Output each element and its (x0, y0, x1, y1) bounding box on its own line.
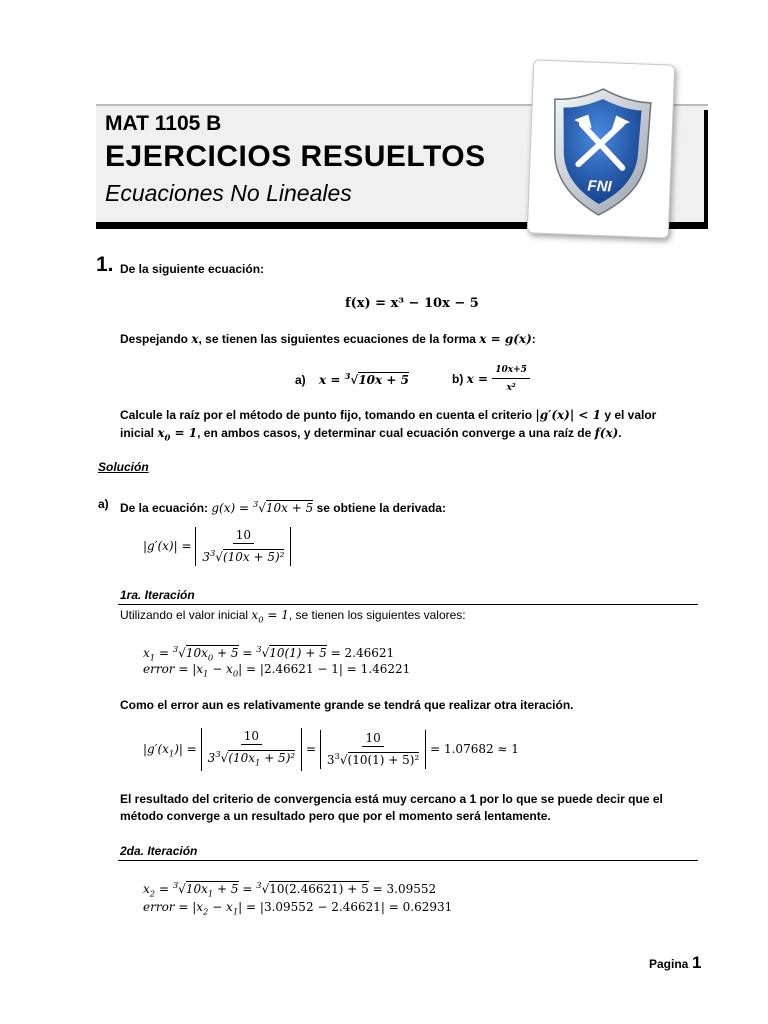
instructions-line-1 (120, 407, 700, 423)
despejando-text-b: , se tienen las siguientes ecuaciones de la forma (198, 332, 480, 346)
iteration-1-rule (118, 604, 698, 605)
document-title: EJERCICIOS RESUELTOS (105, 140, 486, 173)
iteration-1-text-1: Utilizando el valor inicial (120, 608, 249, 622)
option-a (295, 368, 409, 388)
x1-result: = 2.46621 (330, 646, 395, 660)
error-1-calculation: error = $|x_1 - x_0| = |2.46621 - 1| = 1.46221$ (143, 662, 411, 679)
x0-value: $x_0 = 1$ (251, 608, 289, 625)
fx-root: f(x) (594, 426, 619, 440)
instructions-line-2: inicial $x_0 = 1$, en ambos casos, y determinar cual ecuación converge a una raíz de f(x). (120, 426, 622, 443)
var-x: x (191, 332, 199, 346)
page-number: 1 (692, 953, 702, 972)
option-b-equation: x = $\frac{10x+5}{\text{x²}}$ (467, 372, 530, 386)
gprime-x1-evaluation: $|g'(x_1)|$ = $\frac{10}{3^3√(10x_1 + 5)^2}$ = $\frac{10}{3^3√(10(1) + 5)^2}$ = 1.07682 ≈ 1 (143, 728, 519, 771)
logo-card (527, 59, 676, 238)
instructions-text-2b: , en ambos casos, y determinar cual ecuación converge a una raíz de (197, 426, 592, 440)
iteration-2-rule (118, 860, 698, 861)
iteration-1-text-2: , se tienen los siguientes valores: (288, 608, 466, 622)
error-2-calculation: error = $|x_2 - x_1| = |3.09552 - 2.46621| = 0.62931$ (143, 900, 453, 917)
iteration-1-heading: 1ra. Iteración (120, 588, 195, 602)
iteration-2-heading: 2da. Iteración (120, 844, 198, 858)
problem-number: 1. (96, 253, 114, 276)
course-code: MAT 1105 B (105, 112, 222, 135)
g-definition: g(x) = $^3$√10x + 5 (211, 499, 314, 515)
page-label: Pagina (649, 957, 689, 971)
instructions-text-2a: inicial (120, 426, 155, 440)
option-a-label: a) (295, 373, 306, 387)
part-a-line (120, 496, 446, 516)
x2-calculation: $x_2 = ^3√10x_1 + 5 = ^3√10(2.46621) + 5 = 3.09552$ (143, 880, 437, 899)
x1-calculation: $x_1 = ^3√10x_0 + 5 = ^3√10(1) + 5 = 2.46621$ (143, 644, 395, 663)
part-a-text-2: se obtiene la derivada: (316, 501, 446, 515)
option-a-equation: x = $^3$√10x + 5 (319, 371, 409, 387)
gprime-derivative: |g′(x)| = $\frac{10}{3^3√(10x + 5)^2}$ (143, 527, 291, 566)
gprime-result: = 1.07682 ≈ 1 (430, 742, 519, 757)
despejando-text-a: Despejando (120, 332, 192, 346)
part-a-text-1: De la ecuación: (120, 501, 209, 515)
logo-text: FNI (587, 177, 612, 196)
form-x-equals-g: x = g(x) (479, 332, 532, 346)
solution-heading: Solución (98, 460, 149, 474)
part-a-label: a) (98, 497, 109, 511)
instructions-text-1b: y el valor (604, 408, 657, 422)
convergence-line-2: método converge a un resultado pero que por el momento será lentamente. (120, 809, 551, 823)
fni-shield-logo-icon (528, 60, 674, 237)
document-subtitle: Ecuaciones No Lineales (105, 180, 352, 206)
header-right-rule (704, 110, 708, 228)
initial-value: $x_0 = 1$ (157, 426, 198, 443)
option-b (452, 362, 530, 397)
instructions-text-1a: Calcule la raíz por el método de punto fijo, tomando en cuenta el criterio (120, 408, 533, 422)
criterion-formula: |g′(x)| < 1 (535, 408, 601, 422)
problem-intro: De la siguiente ecuación: (120, 262, 265, 276)
option-b-label: b) (452, 372, 464, 386)
convergence-line-1: El resultado del criterio de convergencia está muy cercano a 1 por lo que se puede decir que el (120, 792, 663, 806)
main-equation: f(x) = x³ − 10x − 5 (345, 296, 479, 311)
error-1-result: = 1.46221 (346, 662, 411, 676)
error-2-result: = 0.62931 (388, 900, 453, 914)
error-comment: Como el error aun es relativamente grande se tendrá que realizar otra iteración. (120, 698, 574, 712)
despejando-line: Despejando x, se tienen las siguientes ecuaciones de la forma x = g(x): (120, 332, 536, 346)
x2-result: = 3.09552 (372, 882, 437, 896)
iteration-1-intro (120, 607, 466, 627)
